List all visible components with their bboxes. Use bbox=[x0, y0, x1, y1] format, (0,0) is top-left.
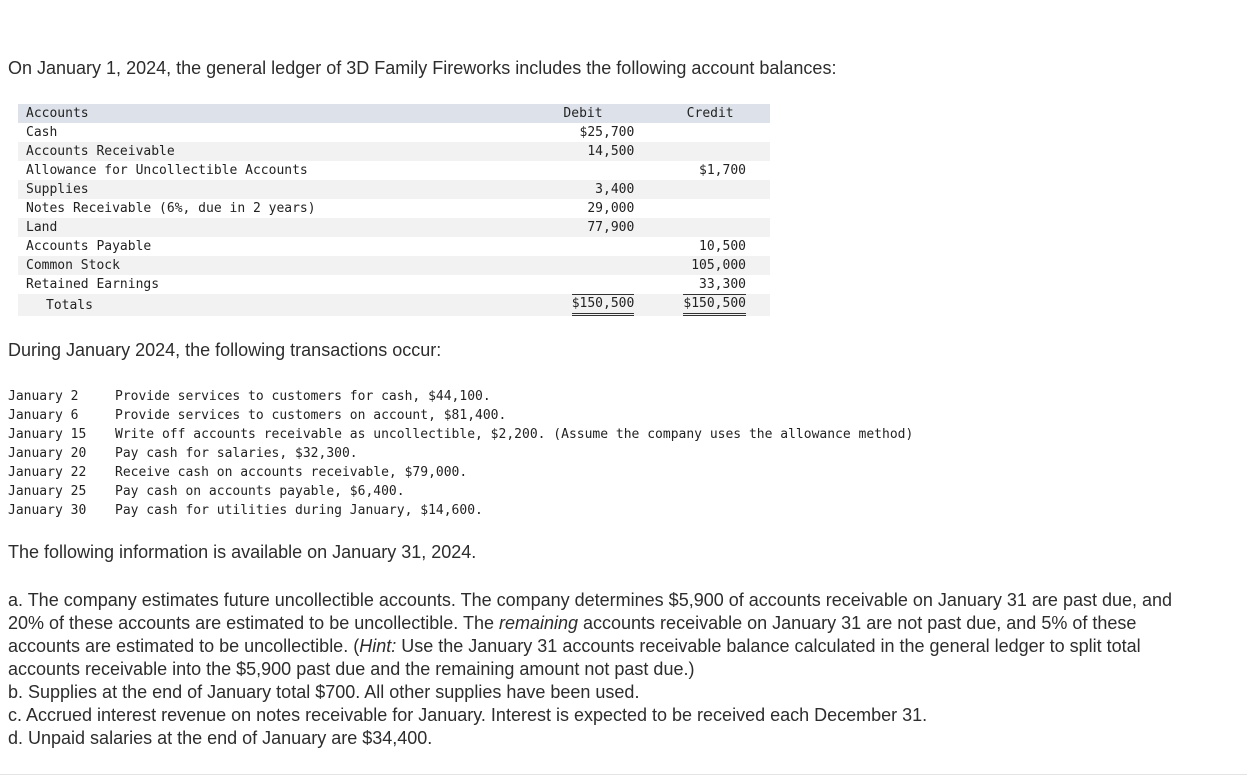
table-header-row bbox=[18, 104, 770, 123]
table-row bbox=[18, 218, 770, 237]
transactions-list bbox=[8, 387, 913, 520]
list-item bbox=[8, 425, 913, 444]
account-name: Allowance for Uncollectible Accounts bbox=[26, 163, 308, 178]
transaction-text: Pay cash for utilities during January, $14,600. bbox=[115, 503, 483, 518]
transaction-date: January 2 bbox=[8, 389, 79, 404]
credit-value: 33,300 bbox=[699, 277, 746, 292]
table-row bbox=[18, 161, 770, 180]
list-item bbox=[8, 501, 913, 520]
list-item bbox=[8, 444, 913, 463]
credit-value: 10,500 bbox=[699, 239, 746, 254]
totals-label: Totals bbox=[18, 294, 516, 316]
list-item bbox=[8, 406, 913, 425]
table-row bbox=[18, 275, 770, 294]
table-row bbox=[18, 199, 770, 218]
transaction-text: Provide services to customers for cash, $44,100. bbox=[115, 389, 491, 404]
debit-value bbox=[516, 275, 651, 294]
bottom-divider bbox=[0, 774, 1247, 775]
info-item-b: b. Supplies at the end of January total $700. All other supplies have been used. bbox=[8, 682, 640, 702]
debit-value: 29,000 bbox=[587, 201, 635, 216]
intro-text: On January 1, 2024, the general ledger of 3D Family Fireworks includes the following account balances: bbox=[8, 58, 837, 78]
table-row bbox=[18, 180, 770, 199]
debit-value bbox=[516, 161, 651, 180]
transaction-date: January 30 bbox=[8, 503, 87, 518]
transaction-date: January 20 bbox=[8, 446, 87, 461]
debit-value: 3,400 bbox=[516, 180, 651, 199]
credit-value bbox=[650, 142, 770, 161]
credit-value: $1,700 bbox=[699, 163, 746, 178]
account-name: Common Stock bbox=[18, 256, 516, 275]
account-name: Land bbox=[18, 218, 516, 237]
adjustment-info bbox=[8, 589, 1188, 750]
credit-value bbox=[650, 123, 770, 142]
transaction-date: January 15 bbox=[8, 427, 87, 442]
table-row bbox=[18, 142, 770, 161]
account-name: Notes Receivable (6%, due in 2 years) bbox=[26, 201, 316, 216]
transactions-heading: During January 2024, the following transactions occur: bbox=[8, 340, 442, 360]
account-name: Accounts Payable bbox=[26, 239, 152, 254]
account-name: Supplies bbox=[18, 180, 516, 199]
transaction-date: January 22 bbox=[8, 465, 87, 480]
account-name: Retained Earnings bbox=[26, 277, 160, 292]
credit-value bbox=[650, 218, 770, 237]
transaction-date: January 6 bbox=[8, 408, 79, 423]
account-balances-table bbox=[18, 104, 770, 316]
list-item bbox=[8, 387, 913, 406]
transaction-text: Pay cash on accounts payable, $6,400. bbox=[115, 484, 405, 499]
list-item bbox=[8, 482, 913, 501]
transaction-text: Write off accounts receivable as uncollectible, $2,200. (Assume the company uses the allowance method) bbox=[115, 427, 914, 442]
transaction-text: Pay cash for salaries, $32,300. bbox=[115, 446, 358, 461]
header-debit: Debit bbox=[516, 104, 651, 123]
info-item-a: a. The company estimates future uncollectible accounts. The company determines $5,900 of accounts receivable on January 31 are past due, and 20% of these accounts are estimated to be uncollectible. The remaining accounts receivable on January 31 are not past due, and 5% of these accounts are estimated to be uncollectible. (Hint: Use the January 31 accounts receivable balance calculated in the general ledger to split total accounts receivable into the $5,900 past due and the remaining amount not past due.) bbox=[8, 590, 1173, 679]
transaction-text: Provide services to customers on account, $81,400. bbox=[115, 408, 507, 423]
debit-value bbox=[516, 237, 651, 256]
info-item-c: c. Accrued interest revenue on notes receivable for January. Interest is expected to be received each December 31. bbox=[8, 705, 928, 725]
list-item bbox=[8, 463, 913, 482]
info-heading: The following information is available on January 31, 2024. bbox=[8, 542, 477, 562]
credit-value: 105,000 bbox=[650, 256, 770, 275]
account-name: Cash bbox=[26, 125, 58, 140]
info-item-d: d. Unpaid salaries at the end of January are $34,400. bbox=[8, 728, 433, 748]
debit-value: $25,700 bbox=[579, 125, 635, 140]
table-row bbox=[18, 237, 770, 256]
account-name: Accounts Receivable bbox=[18, 142, 516, 161]
table-row bbox=[18, 123, 770, 142]
total-credit: $150,500 bbox=[683, 294, 746, 316]
debit-value bbox=[516, 256, 651, 275]
debit-value: 14,500 bbox=[516, 142, 651, 161]
transaction-text: Receive cash on accounts receivable, $79,000. bbox=[115, 465, 468, 480]
total-debit: $150,500 bbox=[572, 294, 635, 316]
header-credit: Credit bbox=[650, 104, 770, 123]
credit-value bbox=[650, 199, 770, 218]
table-row bbox=[18, 256, 770, 275]
credit-value bbox=[650, 180, 770, 199]
debit-value: 77,900 bbox=[516, 218, 651, 237]
header-accounts: Accounts bbox=[18, 104, 516, 123]
transaction-date: January 25 bbox=[8, 484, 87, 499]
totals-row bbox=[18, 294, 770, 316]
